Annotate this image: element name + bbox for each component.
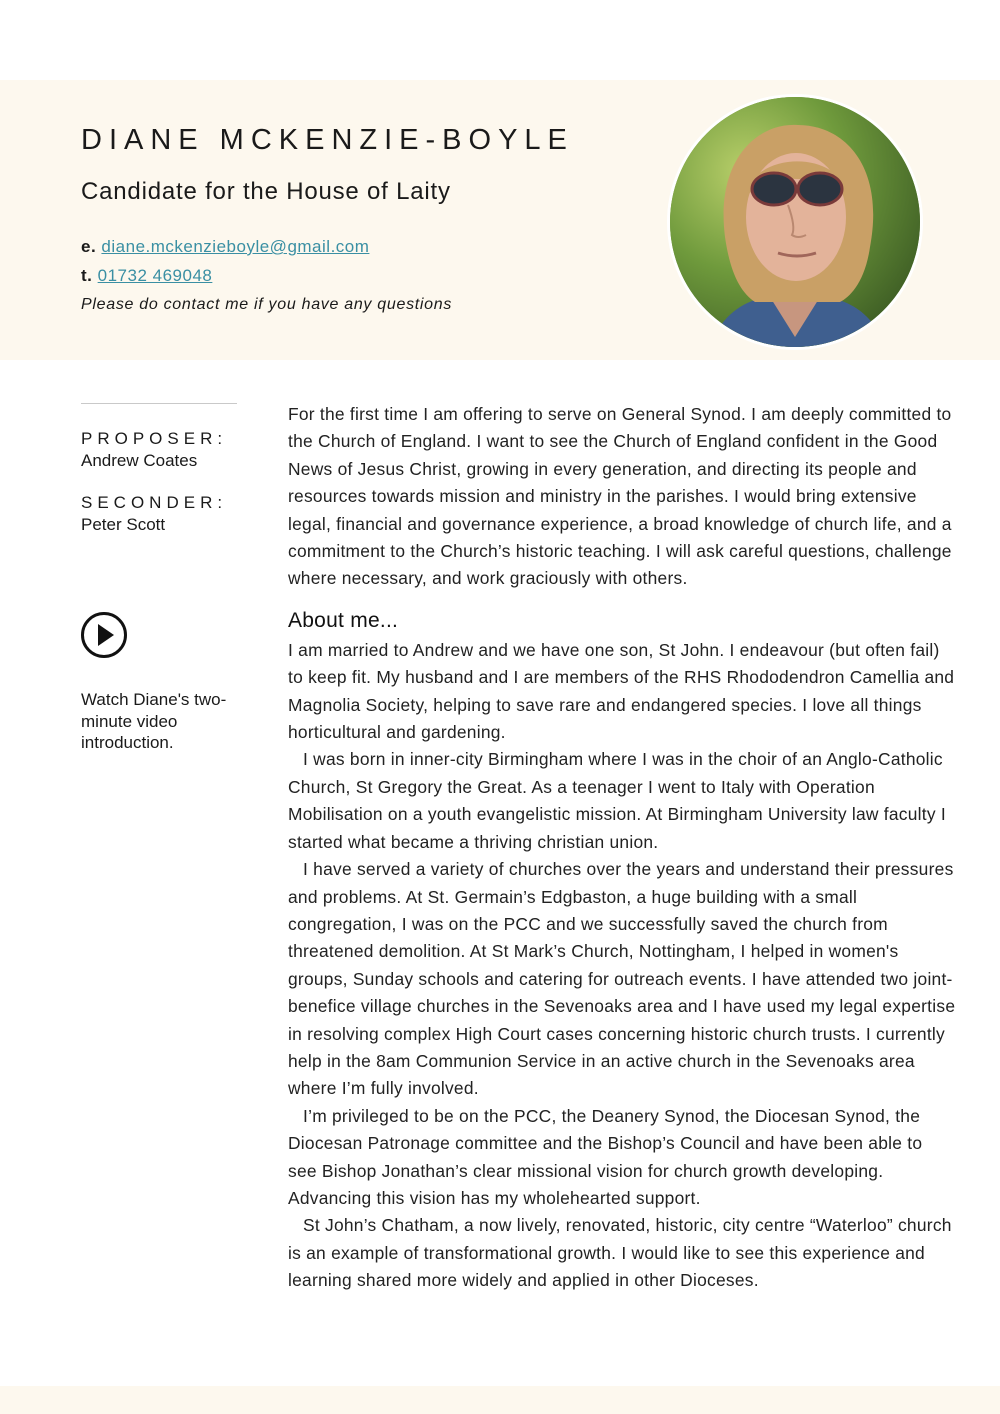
about-heading: About me...: [288, 608, 399, 632]
seconder-label: SECONDER:: [81, 493, 228, 512]
sidebar-divider: [81, 403, 237, 404]
phone-line: [81, 266, 212, 286]
footer-band: [0, 1386, 1000, 1414]
candidate-subtitle: Candidate for the House of Laity: [81, 178, 451, 205]
about-paragraph: I’m privileged to be on the PCC, the Deanery Synod, the Diocesan Synod, the Diocesan Patronage committee and the Bishop’s Council and have been able to see Bishop Jonathan’s clear missional vision for church growth developing. Advancing this vision has my wholehearted support.: [288, 1105, 923, 1208]
proposer-name: Andrew Coates: [81, 451, 198, 470]
about-paragraph: I am married to Andrew and we have one son, St John. I endeavour (but often fail) to keep fit. My husband and I are members of the RHS Rhododendron Camellia and Magnolia Society, helping to save rare and endangered species. I love all things horticultural and gardening.: [288, 639, 955, 743]
about-paragraph: I was born in inner-city Birmingham where I was in the choir of an Anglo-Catholic Church, St Gregory the Great. As a teenager I went to Italy with Operation Mobilisation on a youth evangelistic mission. At Birmingham University law faculty I started what became a thriving christian union.: [288, 749, 946, 852]
video-caption: Watch Diane's two-minute video introduction.: [81, 690, 227, 752]
email-line: [81, 237, 369, 257]
email-link[interactable]: diane.mckenzieboyle@gmail.com: [101, 237, 370, 256]
about-paragraph: St John’s Chatham, a now lively, renovated, historic, city centre “Waterloo” church is an example of transformational growth. I would like to see this experience and learning shared more widely and applied in other Dioceses.: [288, 1215, 952, 1291]
contact-note: Please do contact me if you have any questions: [81, 296, 453, 313]
main-column: [288, 401, 956, 1295]
intro-paragraph: For the first time I am offering to serve on General Synod. I am deeply committed to the Church of England. I want to see the Church of England confident in the Good News of Jesus Christ, growing in every generation, and directing its people and resources towards mission and ministry in the parishes. I would bring extensive legal, financial and governance experience, a broad knowledge of church life, and a commitment to the Church’s historic teaching. I will ask careful questions, challenge where necessary, and work graciously with others.: [288, 404, 952, 589]
about-paragraph: I have served a variety of churches over the years and understand their pressures and problems. At St. Germain’s Edgbaston, a huge building with a small congregation, I was on the PCC and we successfully saved the church from threatened demolition. At St Mark’s Church, Nottingham, I helped in women's groups, Sunday schools and catering for outreach events. I have attended two joint-benefice village churches in the Sevenoaks area and I have used my legal expertise in resolving complex High Court cases concerning historic church trusts. I currently help in the 8am Communion Service in an active church in the Sevenoaks area where I’m fully involved.: [288, 859, 956, 1099]
play-video-button[interactable]: [80, 611, 128, 659]
candidate-photo: [667, 94, 923, 350]
phone-link[interactable]: 01732 469048: [97, 266, 213, 285]
email-prefix: e.: [81, 237, 97, 256]
portrait-illustration: [670, 97, 920, 347]
candidate-name: DIANE MCKENZIE-BOYLE: [81, 124, 574, 156]
play-circle-icon: [80, 611, 128, 659]
seconder-name: Peter Scott: [81, 515, 166, 534]
proposer-label: PROPOSER:: [81, 429, 228, 448]
phone-prefix: t.: [81, 266, 93, 285]
